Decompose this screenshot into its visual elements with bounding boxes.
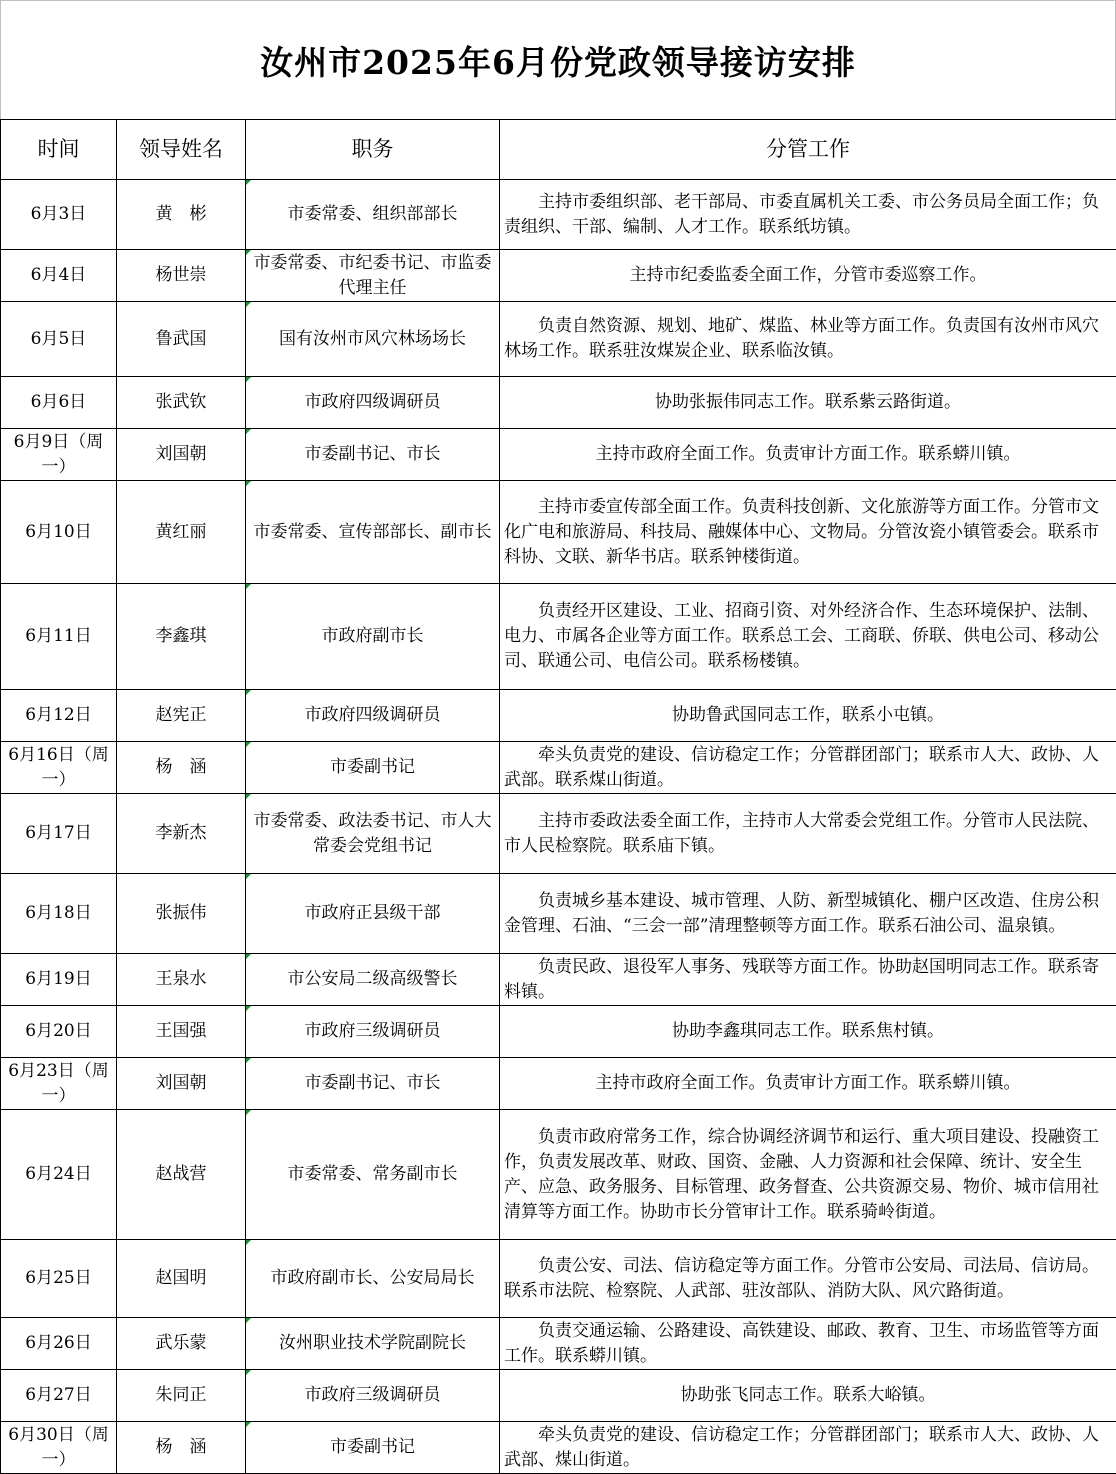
row-work: 协助李鑫琪同志工作。联系焦村镇。 (500, 1006, 1116, 1058)
row-position: 市政府四级调研员 (246, 377, 500, 429)
row-work: 协助张飞同志工作。联系大峪镇。 (500, 1370, 1116, 1422)
row-position: 市政府三级调研员 (246, 1006, 500, 1058)
row-leader-name: 刘国朝 (117, 1058, 246, 1110)
table-row (1, 794, 1116, 874)
row-date: 6月10日 (1, 481, 117, 584)
row-work-text: 主持市委组织部、老干部局、市委直属机关工委、市公务员局全面工作；负责组织、干部、编制、人才工作。联系纸坊镇。 (504, 192, 1099, 237)
row-work (500, 1110, 1116, 1240)
row-work (500, 1240, 1116, 1318)
row-work: 主持市纪委监委全面工作，分管市委巡察工作。 (500, 250, 1116, 302)
row-date: 6月19日 (1, 954, 117, 1006)
row-work (500, 481, 1116, 584)
row-leader-name: 杨 涵 (117, 742, 246, 794)
row-date: 6月25日 (1, 1240, 117, 1318)
header-work: 分管工作 (500, 120, 1116, 180)
row-leader-name: 张武钦 (117, 377, 246, 429)
table-row (1, 1110, 1116, 1240)
row-date: 6月20日 (1, 1006, 117, 1058)
row-position: 市政府副市长、公安局局长 (246, 1240, 500, 1318)
table-row (1, 377, 1116, 429)
row-work-text: 负责公安、司法、信访稳定等方面工作。分管市公安局、司法局、信访局。联系市法院、检察院、人武部、驻汝部队、消防大队、风穴路街道。 (504, 1256, 1099, 1301)
row-position: 市委常委、政法委书记、市人大常委会党组书记 (246, 794, 500, 874)
row-work-text: 牵头负责党的建设、信访稳定工作；分管群团部门；联系市人大、政协、人武部、煤山街道。 (504, 1425, 1099, 1470)
row-work: 协助鲁武国同志工作，联系小屯镇。 (500, 690, 1116, 742)
row-leader-name: 武乐蒙 (117, 1318, 246, 1370)
row-leader-name: 李鑫琪 (117, 584, 246, 690)
row-date: 6月26日 (1, 1318, 117, 1370)
row-leader-name: 赵战营 (117, 1110, 246, 1240)
row-work (500, 742, 1116, 794)
row-date: 6月24日 (1, 1110, 117, 1240)
row-work (500, 180, 1116, 250)
row-date: 6月27日 (1, 1370, 117, 1422)
table-row (1, 690, 1116, 742)
row-leader-name: 赵国明 (117, 1240, 246, 1318)
row-position: 汝州职业技术学院副院长 (246, 1318, 500, 1370)
row-leader-name: 刘国朝 (117, 429, 246, 481)
table-row (1, 874, 1116, 954)
row-work-text: 牵头负责党的建设、信访稳定工作；分管群团部门；联系市人大、政协、人武部。联系煤山街道。 (504, 745, 1099, 790)
row-work (500, 584, 1116, 690)
table-row (1, 180, 1116, 250)
row-position: 市委常委、宣传部部长、副市长 (246, 481, 500, 584)
row-work (500, 954, 1116, 1006)
row-work-text: 负责经开区建设、工业、招商引资、对外经济合作、生态环境保护、法制、电力、市属各企业等方面工作。联系总工会、工商联、侨联、供电公司、移动公司、联通公司、电信公司。联系杨楼镇。 (504, 601, 1099, 671)
row-date: 6月16日（周一） (1, 742, 117, 794)
header-date: 时间 (1, 120, 117, 180)
row-leader-name: 张振伟 (117, 874, 246, 954)
row-position: 市委常委、组织部部长 (246, 180, 500, 250)
row-leader-name: 杨世崇 (117, 250, 246, 302)
row-work (500, 794, 1116, 874)
table-row (1, 429, 1116, 481)
row-leader-name: 赵宪正 (117, 690, 246, 742)
table-row (1, 1006, 1116, 1058)
row-date: 6月17日 (1, 794, 117, 874)
row-position: 市政府副市长 (246, 584, 500, 690)
table-row (1, 481, 1116, 584)
table-row (1, 1422, 1116, 1474)
row-leader-name: 王泉水 (117, 954, 246, 1006)
row-work-text: 主持市委宣传部全面工作。负责科技创新、文化旅游等方面工作。分管市文化广电和旅游局、科技局、融媒体中心、文物局。分管汝瓷小镇管委会。联系市科协、文联、新华书店。联系钟楼街道。 (504, 497, 1099, 567)
row-work: 主持市政府全面工作。负责审计方面工作。联系蟒川镇。 (500, 1058, 1116, 1110)
row-leader-name: 鲁武国 (117, 302, 246, 377)
row-date: 6月3日 (1, 180, 117, 250)
table-row (1, 1370, 1116, 1422)
row-date: 6月12日 (1, 690, 117, 742)
table-header-row (1, 120, 1116, 180)
table-row (1, 302, 1116, 377)
row-date: 6月30日（周一） (1, 1422, 117, 1474)
row-leader-name: 杨 涵 (117, 1422, 246, 1474)
row-work-text: 主持市委政法委全面工作，主持市人大常委会党组工作。分管市人民法院、市人民检察院。联系庙下镇。 (504, 811, 1099, 856)
row-work-text: 负责市政府常务工作，综合协调经济调节和运行、重大项目建设、投融资工作，负责发展改革、财政、国资、金融、人力资源和社会保障、统计、安全生产、应急、政务服务、目标管理、政务督查、公共资源交易、物价、城市信用社清算等方面工作。协助市长分管审计工作。联系骑岭街道。 (504, 1127, 1099, 1222)
page-title: 汝州市2025年6月份党政领导接访安排 (260, 37, 856, 84)
row-position: 市公安局二级高级警长 (246, 954, 500, 1006)
row-position: 市委副书记 (246, 1422, 500, 1474)
header-position: 职务 (246, 120, 500, 180)
row-position: 市委副书记、市长 (246, 1058, 500, 1110)
row-position: 市委常委、常务副市长 (246, 1110, 500, 1240)
row-position: 市政府三级调研员 (246, 1370, 500, 1422)
table-row (1, 954, 1116, 1006)
row-work-text: 负责自然资源、规划、地矿、煤监、林业等方面工作。负责国有汝州市风穴林场工作。联系驻汝煤炭企业、联系临汝镇。 (504, 316, 1099, 361)
row-work (500, 1318, 1116, 1370)
row-position: 市委常委、市纪委书记、市监委代理主任 (246, 250, 500, 302)
row-date: 6月4日 (1, 250, 117, 302)
row-date: 6月23日（周一） (1, 1058, 117, 1110)
row-date: 6月11日 (1, 584, 117, 690)
row-position: 市委副书记 (246, 742, 500, 794)
row-work (500, 874, 1116, 954)
row-position: 市委副书记、市长 (246, 429, 500, 481)
schedule-table (0, 119, 1116, 1474)
row-leader-name: 王国强 (117, 1006, 246, 1058)
row-work-text: 负责民政、退役军人事务、残联等方面工作。协助赵国明同志工作。联系寄料镇。 (504, 957, 1099, 1002)
table-row (1, 584, 1116, 690)
header-name: 领导姓名 (117, 120, 246, 180)
row-leader-name: 黄 彬 (117, 180, 246, 250)
row-leader-name: 朱同正 (117, 1370, 246, 1422)
row-leader-name: 李新杰 (117, 794, 246, 874)
row-date: 6月9日（周一） (1, 429, 117, 481)
row-position: 市政府正县级干部 (246, 874, 500, 954)
row-work (500, 302, 1116, 377)
table-row (1, 742, 1116, 794)
row-work: 主持市政府全面工作。负责审计方面工作。联系蟒川镇。 (500, 429, 1116, 481)
row-work: 协助张振伟同志工作。联系紫云路街道。 (500, 377, 1116, 429)
title-box (0, 0, 1116, 119)
row-position: 国有汝州市风穴林场场长 (246, 302, 500, 377)
table-row (1, 250, 1116, 302)
row-work-text: 负责城乡基本建设、城市管理、人防、新型城镇化、棚户区改造、住房公积金管理、石油、“三会一部”清理整顿等方面工作。联系石油公司、温泉镇。 (504, 891, 1099, 936)
row-date: 6月6日 (1, 377, 117, 429)
row-leader-name: 黄红丽 (117, 481, 246, 584)
table-row (1, 1058, 1116, 1110)
table-row (1, 1240, 1116, 1318)
row-work (500, 1422, 1116, 1474)
row-date: 6月5日 (1, 302, 117, 377)
row-work-text: 负责交通运输、公路建设、高铁建设、邮政、教育、卫生、市场监管等方面工作。联系蟒川镇。 (504, 1321, 1099, 1366)
table-row (1, 1318, 1116, 1370)
row-position: 市政府四级调研员 (246, 690, 500, 742)
row-date: 6月18日 (1, 874, 117, 954)
